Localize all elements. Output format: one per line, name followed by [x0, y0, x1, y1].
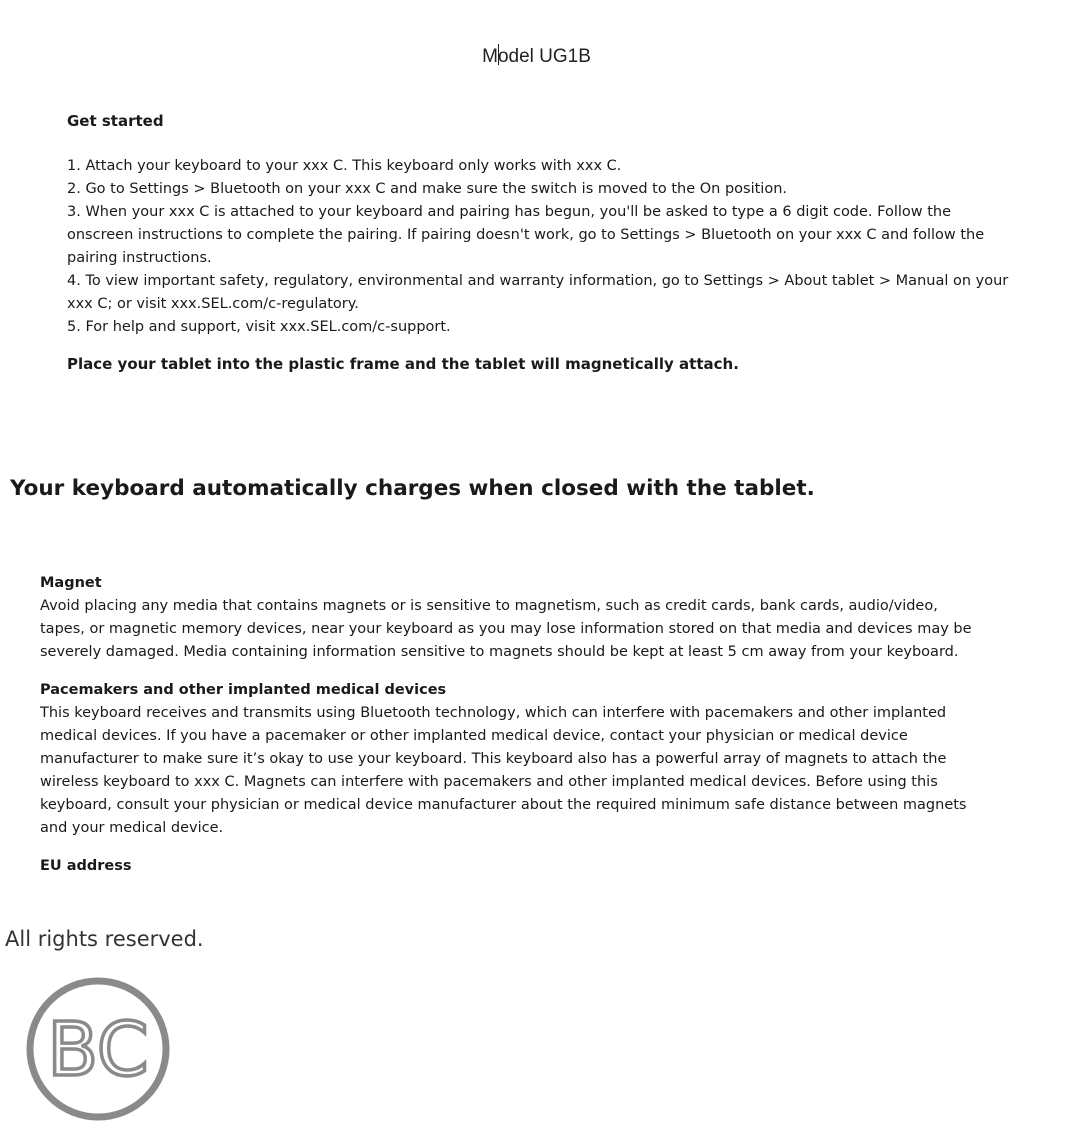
- model-title-rest: odel UG1B: [497, 46, 591, 67]
- pacemakers-title: Pacemakers and other implanted medical devices: [40, 682, 447, 698]
- step-2: 2. Go to Settings > Bluetooth on your xxx C and make sure the switch is moved to the On position.: [67, 181, 787, 197]
- magnet-title: Magnet: [40, 575, 102, 591]
- get-started-heading: Get started: [67, 112, 164, 130]
- eu-address-title: EU address: [40, 858, 132, 874]
- rights-notice: All rights reserved.: [5, 927, 204, 951]
- model-title: [0, 44, 1073, 68]
- charge-heading: Your keyboard automatically charges when closed with the tablet.: [10, 476, 815, 501]
- steps-list: [67, 155, 1012, 339]
- step-3: 3. When your xxx C is attached to your keyboard and pairing has begun, you'll be asked to type a 6 digit code. Follow the onscreen instructions to complete the pairing. If pairing doesn't work, go to Settings > Bluetooth on your xxx C and follow the pairing instructions.: [67, 204, 985, 266]
- bc-logo-text: BC: [47, 1007, 149, 1093]
- step-4: 4. To view important safety, regulatory, environmental and warranty information, go to Settings > About tablet > Manual on your xxx C; or visit xxx.SEL.com/c-regulatory.: [67, 273, 1009, 312]
- magnet-body: Avoid placing any media that contains magnets or is sensitive to magnetism, such as credit cards, bank cards, audio/video, tapes, or magnetic memory devices, near your keyboard as you may lose information stored on that media and devices may be severely damaged. Media containing information sensitive to magnets should be kept at least 5 cm away from your keyboard.: [40, 598, 972, 660]
- safety-section: [40, 572, 985, 878]
- step-1: 1. Attach your keyboard to your xxx C. This keyboard only works with xxx C.: [67, 158, 622, 174]
- get-started-section: [67, 110, 1012, 376]
- bc-logo: [24, 975, 172, 1123]
- step-5: 5. For help and support, visit xxx.SEL.com/c-support.: [67, 319, 451, 335]
- place-tablet-note: Place your tablet into the plastic frame and the tablet will magnetically attach.: [67, 355, 739, 373]
- pacemakers-body: This keyboard receives and transmits using Bluetooth technology, which can interfere with pacemakers and other implanted medical devices. If you have a pacemaker or other implanted medical device, contact your physician or medical device manufacturer to make sure it’s okay to use your keyboard. This keyboard also has a powerful array of magnets to attach the wireless keyboard to xxx C. Magnets can interfere with pacemakers and other implanted medical devices. Before using this keyboard, consult your physician or medical device manufacturer about the required minimum safe distance between magnets and your medical device.: [40, 705, 967, 836]
- model-title-prefix: M: [482, 46, 498, 67]
